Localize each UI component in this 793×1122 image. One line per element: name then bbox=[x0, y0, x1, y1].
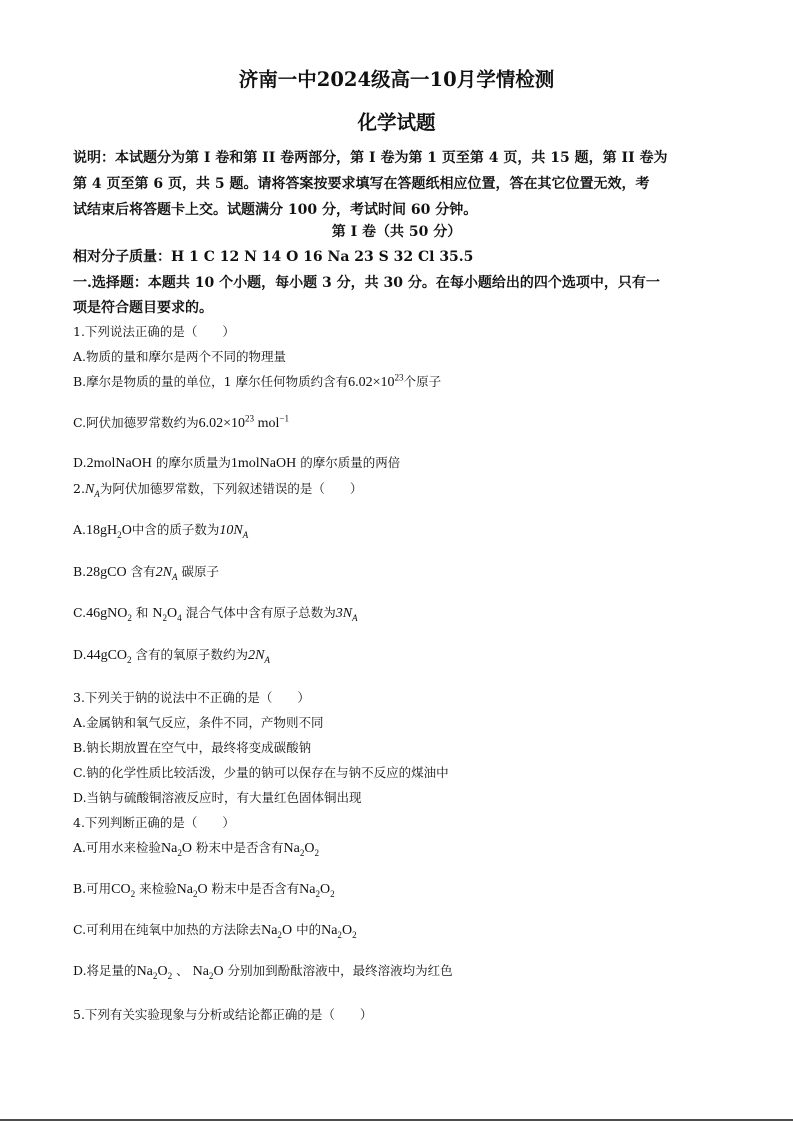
question-3-option-d: D.当钠与硫酸铜溶液反应时，有大量红色固体铜出现 bbox=[73, 790, 362, 805]
math-expression: 46gNO$_2$ bbox=[86, 606, 132, 623]
question-2-option-b: B.28gCO 含有$2N_A$ 碳原子 bbox=[73, 564, 220, 582]
instructions-line-3: 试结束后将答题卡上交。试题满分 100 分，考试时间 60 分钟。 bbox=[73, 202, 478, 218]
math-expression: $Na_2O_2$ bbox=[321, 923, 357, 940]
question-1-option-a: A.物质的量和摩尔是两个不同的物理量 bbox=[73, 349, 287, 364]
question-2-option-d: D.44gCO$_2$ 含有的氧原子数约为$2N_A$ bbox=[73, 647, 270, 665]
option-text: 个原子 bbox=[403, 374, 442, 389]
math-expression: $Na_2O$ bbox=[161, 841, 193, 858]
math-expression: 28gCO bbox=[86, 565, 127, 580]
mc-intro-line-1: 一.选择题：本题共 10 个小题，每小题 3 分，共 30 分。在每小题给出的四个选项中，只有一 bbox=[73, 275, 660, 291]
option-text: B.摩尔是物质的量的单位，1 摩尔任何物质约含有 bbox=[73, 374, 349, 389]
math-expression: $N_2O_4$ bbox=[152, 606, 182, 623]
instructions-line-2: 第 4 页至第 6 页，共 5 题。请将答案按要求填写在答题纸相应位置，答在其它位置无效，考 bbox=[73, 176, 650, 192]
math-expression: 44gCO$_2$ bbox=[86, 648, 132, 665]
math-expression: $CO_2$ bbox=[111, 882, 136, 899]
option-text: C.阿伏加德罗常数约为 bbox=[73, 415, 199, 430]
math-expression: $6.02\times 10^{23}$ bbox=[348, 372, 404, 390]
question-3-stem: 3.下列关于钠的说法中不正确的是（ ） bbox=[73, 690, 310, 705]
question-2-option-c: C.46gNO$_2$ 和 $N_2O_4$ 混合气体中含有原子总数为$3N_A$ bbox=[73, 605, 358, 623]
section-heading: 第 I 卷（共 50 分） bbox=[331, 224, 462, 240]
math-expression: $10N_A$ bbox=[219, 523, 249, 540]
math-expression: $Na_2O$ bbox=[192, 964, 224, 981]
atomic-masses: 相对分子质量：H 1 C 12 N 14 O 16 Na 23 S 32 Cl 35.5 bbox=[73, 249, 474, 265]
question-1-option-d bbox=[73, 453, 400, 472]
page-title: 济南一中2024级高一10月学情检测 bbox=[238, 68, 555, 91]
math-expression: $2N_A$ bbox=[155, 565, 178, 582]
math-expression: $18gH_2O$ bbox=[86, 523, 132, 540]
math-expression: $2N_A$ bbox=[248, 648, 270, 665]
question-2-stem: $2.N_A$为阿伏加德罗常数，下列叙述错误的是（ ） bbox=[73, 481, 363, 499]
option-text: 的摩尔质量为 bbox=[155, 455, 231, 470]
mc-intro-line-2: 项是符合题目要求的。 bbox=[73, 300, 213, 316]
question-5-stem: 5.下列有关实验现象与分析或结论都正确的是（ ） bbox=[73, 1007, 373, 1022]
question-4-stem: 4.下列判断正确的是（ ） bbox=[73, 815, 235, 830]
question-4-option-c: C.可利用在纯氧中加热的方法除去$Na_2O$ 中的$Na_2O_2$ bbox=[73, 922, 357, 940]
question-3-option-b: B.钠长期放置在空气中，最终将变成碳酸钠 bbox=[73, 740, 312, 755]
question-3-option-a: A.金属钠和氧气反应，条件不同，产物则不同 bbox=[73, 715, 324, 730]
question-4-option-a: A.可用水来检验$Na_2O$ 粉末中是否含有$Na_2O_2$ bbox=[73, 840, 320, 858]
math-expression: $3N_A$ bbox=[335, 606, 358, 623]
question-2-option-a: $A.18gH_2O$中含的质子数为$10N_A$ bbox=[73, 522, 249, 540]
math-expression: $Na_2O$ bbox=[261, 923, 293, 940]
question-4-option-d: D.将足量的$Na_2O_2$ 、 $Na_2O$ 分别加到酚酞溶液中，最终溶液均为红色 bbox=[73, 963, 453, 981]
page-bottom-edge bbox=[0, 1119, 793, 1121]
page-subtitle: 化学试题 bbox=[357, 111, 436, 134]
question-1-option-b bbox=[73, 372, 441, 391]
question-1-option-c bbox=[73, 413, 289, 432]
math-expression: $Na_2O_2$ bbox=[283, 841, 320, 858]
question-3-option-c: C.钠的化学性质比较活泼，少量的钠可以保存在与钠不反应的煤油中 bbox=[73, 765, 449, 780]
option-text: 的摩尔质量的两倍 bbox=[300, 455, 401, 470]
math-expression: $6.02\times 10^{23}$ mol$^{-1}$ bbox=[198, 413, 290, 431]
question-4-option-b: B.可用$CO_2$ 来检验$Na_2O$ 粉末中是否含有$Na_2O_2$ bbox=[73, 881, 335, 899]
question-1-stem: 1.下列说法正确的是（ ） bbox=[73, 324, 235, 339]
instructions-line-1: 说明：本试题分为第 I 卷和第 II 卷两部分，第 I 卷为第 1 页至第 4 页，共 15 题，第 II 卷为 bbox=[73, 150, 668, 166]
math-expression: $Na_2O$ bbox=[176, 882, 208, 899]
math-expression: $Na_2O_2$ bbox=[136, 964, 173, 981]
math-expression: 1molNaOH bbox=[230, 456, 297, 471]
option-text: D. bbox=[73, 455, 87, 470]
math-expression: 2molNaOH bbox=[86, 456, 152, 471]
math-expression: $Na_2O_2$ bbox=[299, 882, 335, 899]
math-expression: $N_A$ bbox=[84, 482, 100, 499]
